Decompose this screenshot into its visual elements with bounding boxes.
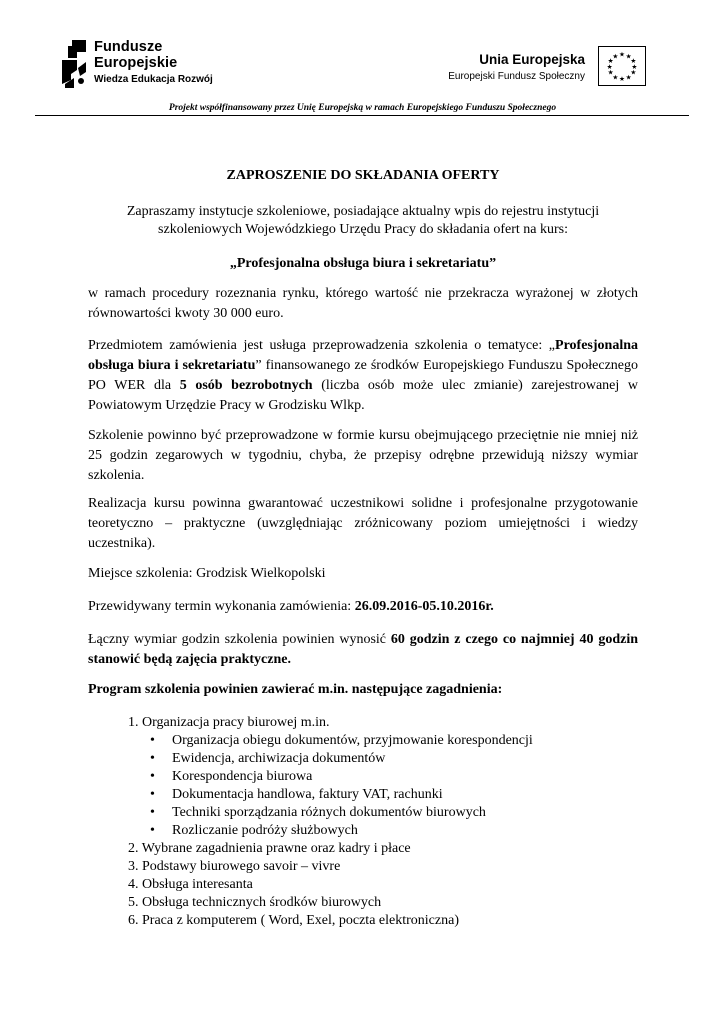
eu-flag-icon bbox=[598, 46, 646, 86]
subitem-text: Techniki sporządzania różnych dokumentów biurowych bbox=[172, 805, 486, 820]
bullet-icon: • bbox=[150, 733, 155, 748]
svg-text:★: ★ bbox=[630, 57, 637, 66]
fundusze-europejskie-wordmark bbox=[94, 40, 213, 85]
total-hours-value: 60 godzin z czego co najmniej 40 godzin stanowić będą zajęcia praktyczne. bbox=[88, 632, 638, 667]
paragraph-quality: Realizacja kursu powinna gwarantować uczestnikowi solidne i profesjonalne przygotowanie teoretyczno – praktyczne (uwzględniając zróżnicowany poziom umiejętności i wiedzy uczestnika). bbox=[88, 496, 638, 551]
intro-line-2: szkoleniowych Wojewódzkiego Urzędu Pracy do składania ofert na kurs: bbox=[158, 222, 568, 237]
training-dates bbox=[88, 597, 638, 617]
p2-participants: 5 osób bezrobotnych bbox=[179, 378, 313, 393]
subitem-text: Rozliczanie podróży służbowych bbox=[172, 823, 358, 838]
program-subitem bbox=[150, 767, 312, 787]
paragraph-subject bbox=[88, 336, 638, 416]
eu-subtitle: Europejski Fundusz Społeczny bbox=[448, 71, 585, 82]
p2-course-name: Profesjonalna obsługa biura i sekretariatu bbox=[88, 338, 638, 373]
intro-line-1: Zapraszamy instytucje szkoleniowe, posiadające aktualny wpis do rejestru instytucji bbox=[126, 204, 600, 219]
program-heading: Program szkolenia powinien zawierać m.in. następujące zagadnienia: bbox=[88, 682, 503, 697]
bullet-icon: • bbox=[150, 787, 155, 802]
svg-text:★: ★ bbox=[625, 52, 632, 61]
bullet-icon: • bbox=[150, 751, 155, 766]
svg-text:★: ★ bbox=[607, 68, 614, 77]
training-location: Miejsce szkolenia: Grodzisk Wielkopolski bbox=[88, 566, 326, 581]
dates-label: Przewidywany termin wykonania zamówienia: bbox=[88, 599, 355, 614]
program-item-5: 5. Obsługa technicznych środków biurowych bbox=[128, 895, 382, 910]
p2-part-c: ” finansowanego ze środków Europejskiego Funduszu Społecznego PO WER dla bbox=[88, 358, 638, 393]
bullet-icon: • bbox=[150, 805, 155, 820]
program-item-6: 6. Praca z komputerem ( Word, Exel, poczta elektroniczna) bbox=[128, 913, 459, 928]
bullet-icon: • bbox=[150, 823, 155, 838]
svg-text:★: ★ bbox=[631, 62, 638, 71]
svg-text:★: ★ bbox=[612, 73, 619, 82]
program-subitem bbox=[150, 821, 358, 841]
program-item-3: 3. Podstawy biurowego savoir – vivre bbox=[128, 859, 341, 874]
course-title: „Profesjonalna obsługa biura i sekretariatu” bbox=[229, 256, 497, 271]
fe-logo-line1: Fundusze bbox=[94, 39, 163, 55]
fe-logo-line2: Europejskie bbox=[94, 55, 178, 71]
svg-text:★: ★ bbox=[625, 73, 632, 82]
program-item-4: 4. Obsługa interesanta bbox=[128, 877, 253, 892]
paragraph-total-hours bbox=[88, 630, 638, 670]
total-hours-label: Łączny wymiar godzin szkolenia powinien wynosić bbox=[88, 632, 391, 647]
header-divider bbox=[35, 115, 689, 116]
eu-wordmark bbox=[448, 52, 585, 82]
bullet-icon: • bbox=[150, 769, 155, 784]
subitem-text: Ewidencja, archiwizacja dokumentów bbox=[172, 751, 386, 766]
paragraph-scope: w ramach procedury rozeznania rynku, którego wartość nie przekracza wyrażonej w złotych równowartości kwoty 30 000 euro. bbox=[88, 286, 638, 321]
program-subitem bbox=[150, 803, 486, 823]
paragraph-hours: Szkolenie powinno być przeprowadzone w formie kursu obejmującego przeciętnie nie mniej niż 25 godzin zegarowych w tygodniu, chyba, że przepisy odrębne przewidują niższy wymiar szkolenia. bbox=[88, 428, 638, 483]
project-cofinancing-note: Projekt współfinansowany przez Unię Europejską w ramach Europejskiego Funduszu Społecznego bbox=[168, 103, 557, 113]
svg-text:★: ★ bbox=[607, 57, 614, 66]
program-subitem bbox=[150, 731, 533, 751]
svg-text:★: ★ bbox=[606, 62, 613, 71]
program-item-1: 1. Organizacja pracy biurowej m.in. bbox=[128, 715, 330, 730]
dates-value: 26.09.2016-05.10.2016r. bbox=[354, 599, 494, 614]
svg-text:★: ★ bbox=[619, 75, 625, 84]
eu-title: Unia Europejska bbox=[479, 52, 585, 67]
svg-text:★: ★ bbox=[612, 52, 619, 61]
p2-part-a: Przedmiotem zamówienia jest usługa przeprowadzenia szkolenia o tematyce: „ bbox=[88, 338, 556, 353]
fundusze-europejskie-logo-icon bbox=[62, 40, 86, 88]
document-title: ZAPROSZENIE DO SKŁADANIA OFERTY bbox=[226, 168, 500, 183]
program-subitem bbox=[150, 749, 385, 769]
program-subitem bbox=[150, 785, 443, 805]
subitem-text: Korespondencja biurowa bbox=[172, 769, 313, 784]
subitem-text: Dokumentacja handlowa, faktury VAT, rachunki bbox=[172, 787, 443, 802]
svg-text:★: ★ bbox=[630, 68, 637, 77]
svg-text:★: ★ bbox=[619, 50, 625, 59]
fe-logo-line3: Wiedza Edukacja Rozwój bbox=[94, 74, 213, 85]
program-item-2: 2. Wybrane zagadnienia prawne oraz kadry i płace bbox=[128, 841, 411, 856]
p2-part-e: (liczba osób może ulec zmianie) zarejestrowanej w Powiatowym Urzędzie Pracy w Grodzisku Wlkp. bbox=[88, 378, 638, 413]
subitem-text: Organizacja obiegu dokumentów, przyjmowanie korespondencji bbox=[172, 733, 533, 748]
